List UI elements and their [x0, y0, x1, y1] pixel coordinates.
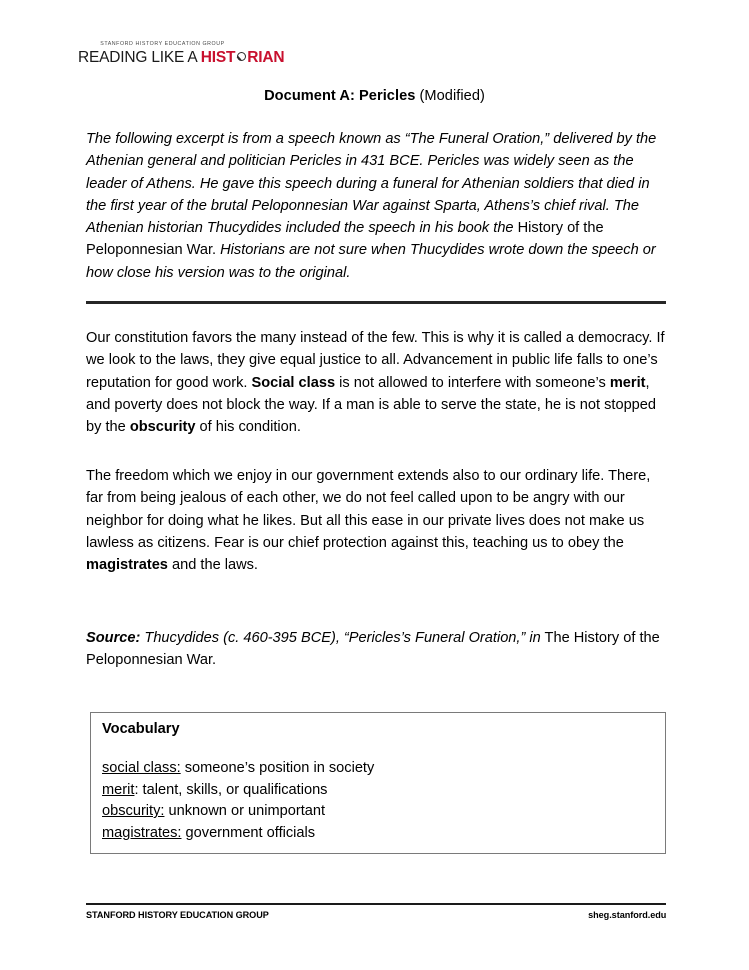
p2-seg1: The freedom which we enjoy in our government extends also to our ordinary life. There, far from being jealous of each other, we do not feel called upon to be angry with our neighbor for doing what he likes. But all this ease in our private lives does not make us lawless as citizens. Fear is our chief protection against this, teaching us to obey the	[86, 468, 651, 551]
vocabulary-entry	[102, 823, 374, 845]
source-label: Source:	[86, 630, 141, 646]
vocabulary-entry	[102, 758, 374, 780]
source-book-title: The History of the Peloponnesian War.	[86, 630, 660, 669]
vocabulary-term: magistrates:	[102, 824, 182, 841]
section-divider	[86, 301, 666, 304]
p1-term-obscurity: obscurity	[129, 419, 196, 436]
p2-term-magistrates: magistrates	[86, 557, 168, 574]
intro-book-title: History of the Peloponnesian War.	[86, 220, 604, 259]
p2-seg2: and the laws.	[167, 557, 258, 574]
intro-text-part2: Historians are not sure when Thucydides wrote down the speech or how close his version was to the original.	[86, 242, 656, 281]
page-footer	[86, 910, 666, 921]
logo-wordmark-black: READING LIKE A	[78, 49, 201, 66]
vocabulary-term: merit	[102, 781, 135, 798]
page-title-main: Document A: Pericles	[264, 88, 416, 104]
magnifying-glass-icon	[235, 51, 247, 64]
vocabulary-list	[102, 758, 374, 844]
vocabulary-definition: someone’s position in society	[180, 760, 375, 776]
vocabulary-term: social class:	[102, 760, 181, 776]
footer-divider	[86, 903, 666, 905]
body-paragraph-2	[86, 465, 666, 576]
logo-wordmark	[78, 49, 285, 67]
intro-paragraph	[86, 128, 666, 284]
page-title-modifier: (Modified)	[415, 88, 485, 104]
page-title	[0, 88, 749, 104]
footer-organization: STANFORD HISTORY EDUCATION GROUP	[86, 910, 269, 921]
vocabulary-definition: : talent, skills, or qualifications	[134, 781, 328, 798]
source-citation	[86, 627, 666, 672]
vocabulary-heading: Vocabulary	[102, 721, 180, 737]
vocabulary-definition: government officials	[181, 824, 316, 841]
p1-seg1: Our constitution favors the many instead of the few. This is why it is called a democracy. If we look to the laws, they give equal justice to all. Advancement in public life falls to one’s reputation for good work.	[86, 330, 665, 391]
intro-text-part1: The following excerpt is from a speech known as “The Funeral Oration,” delivered by the Athenian general and politician Pericles in 431 BCE. Pericles was widely seen as the leader of Athens. He gave this speech during a funeral for Athenian soldiers that died in the first year of the brutal Peloponnesian War against Sparta, Athens’s chief rival. The Athenian historian Thucydides included the speech in his book the	[86, 131, 657, 237]
body-paragraph-1	[86, 327, 666, 438]
p1-seg2: is not allowed to interfere with someone’s	[335, 374, 610, 391]
logo-wordmark-red-first: HIST	[200, 49, 236, 66]
p1-term-merit: merit	[609, 374, 646, 391]
logo-wordmark-red-second: RIAN	[247, 49, 285, 66]
vocabulary-entry	[102, 780, 374, 802]
footer-website: sheg.stanford.edu	[587, 910, 666, 921]
vocabulary-term: obscurity:	[102, 803, 165, 819]
p1-term-social-class: Social class	[251, 374, 336, 391]
source-citation-text: Thucydides (c. 460-395 BCE), “Pericles’s Funeral Oration,” in	[140, 630, 541, 646]
logo-org-line: STANFORD HISTORY EDUCATION GROUP	[100, 41, 225, 47]
p1-seg3: , and poverty does not block the way. If a man is able to serve the state, he is not stopped by the	[86, 374, 657, 436]
p1-seg4: of his condition.	[195, 419, 301, 436]
sheg-logo	[78, 41, 285, 67]
vocabulary-box	[90, 712, 666, 854]
vocabulary-entry	[102, 801, 374, 823]
vocabulary-definition: unknown or unimportant	[164, 803, 326, 819]
